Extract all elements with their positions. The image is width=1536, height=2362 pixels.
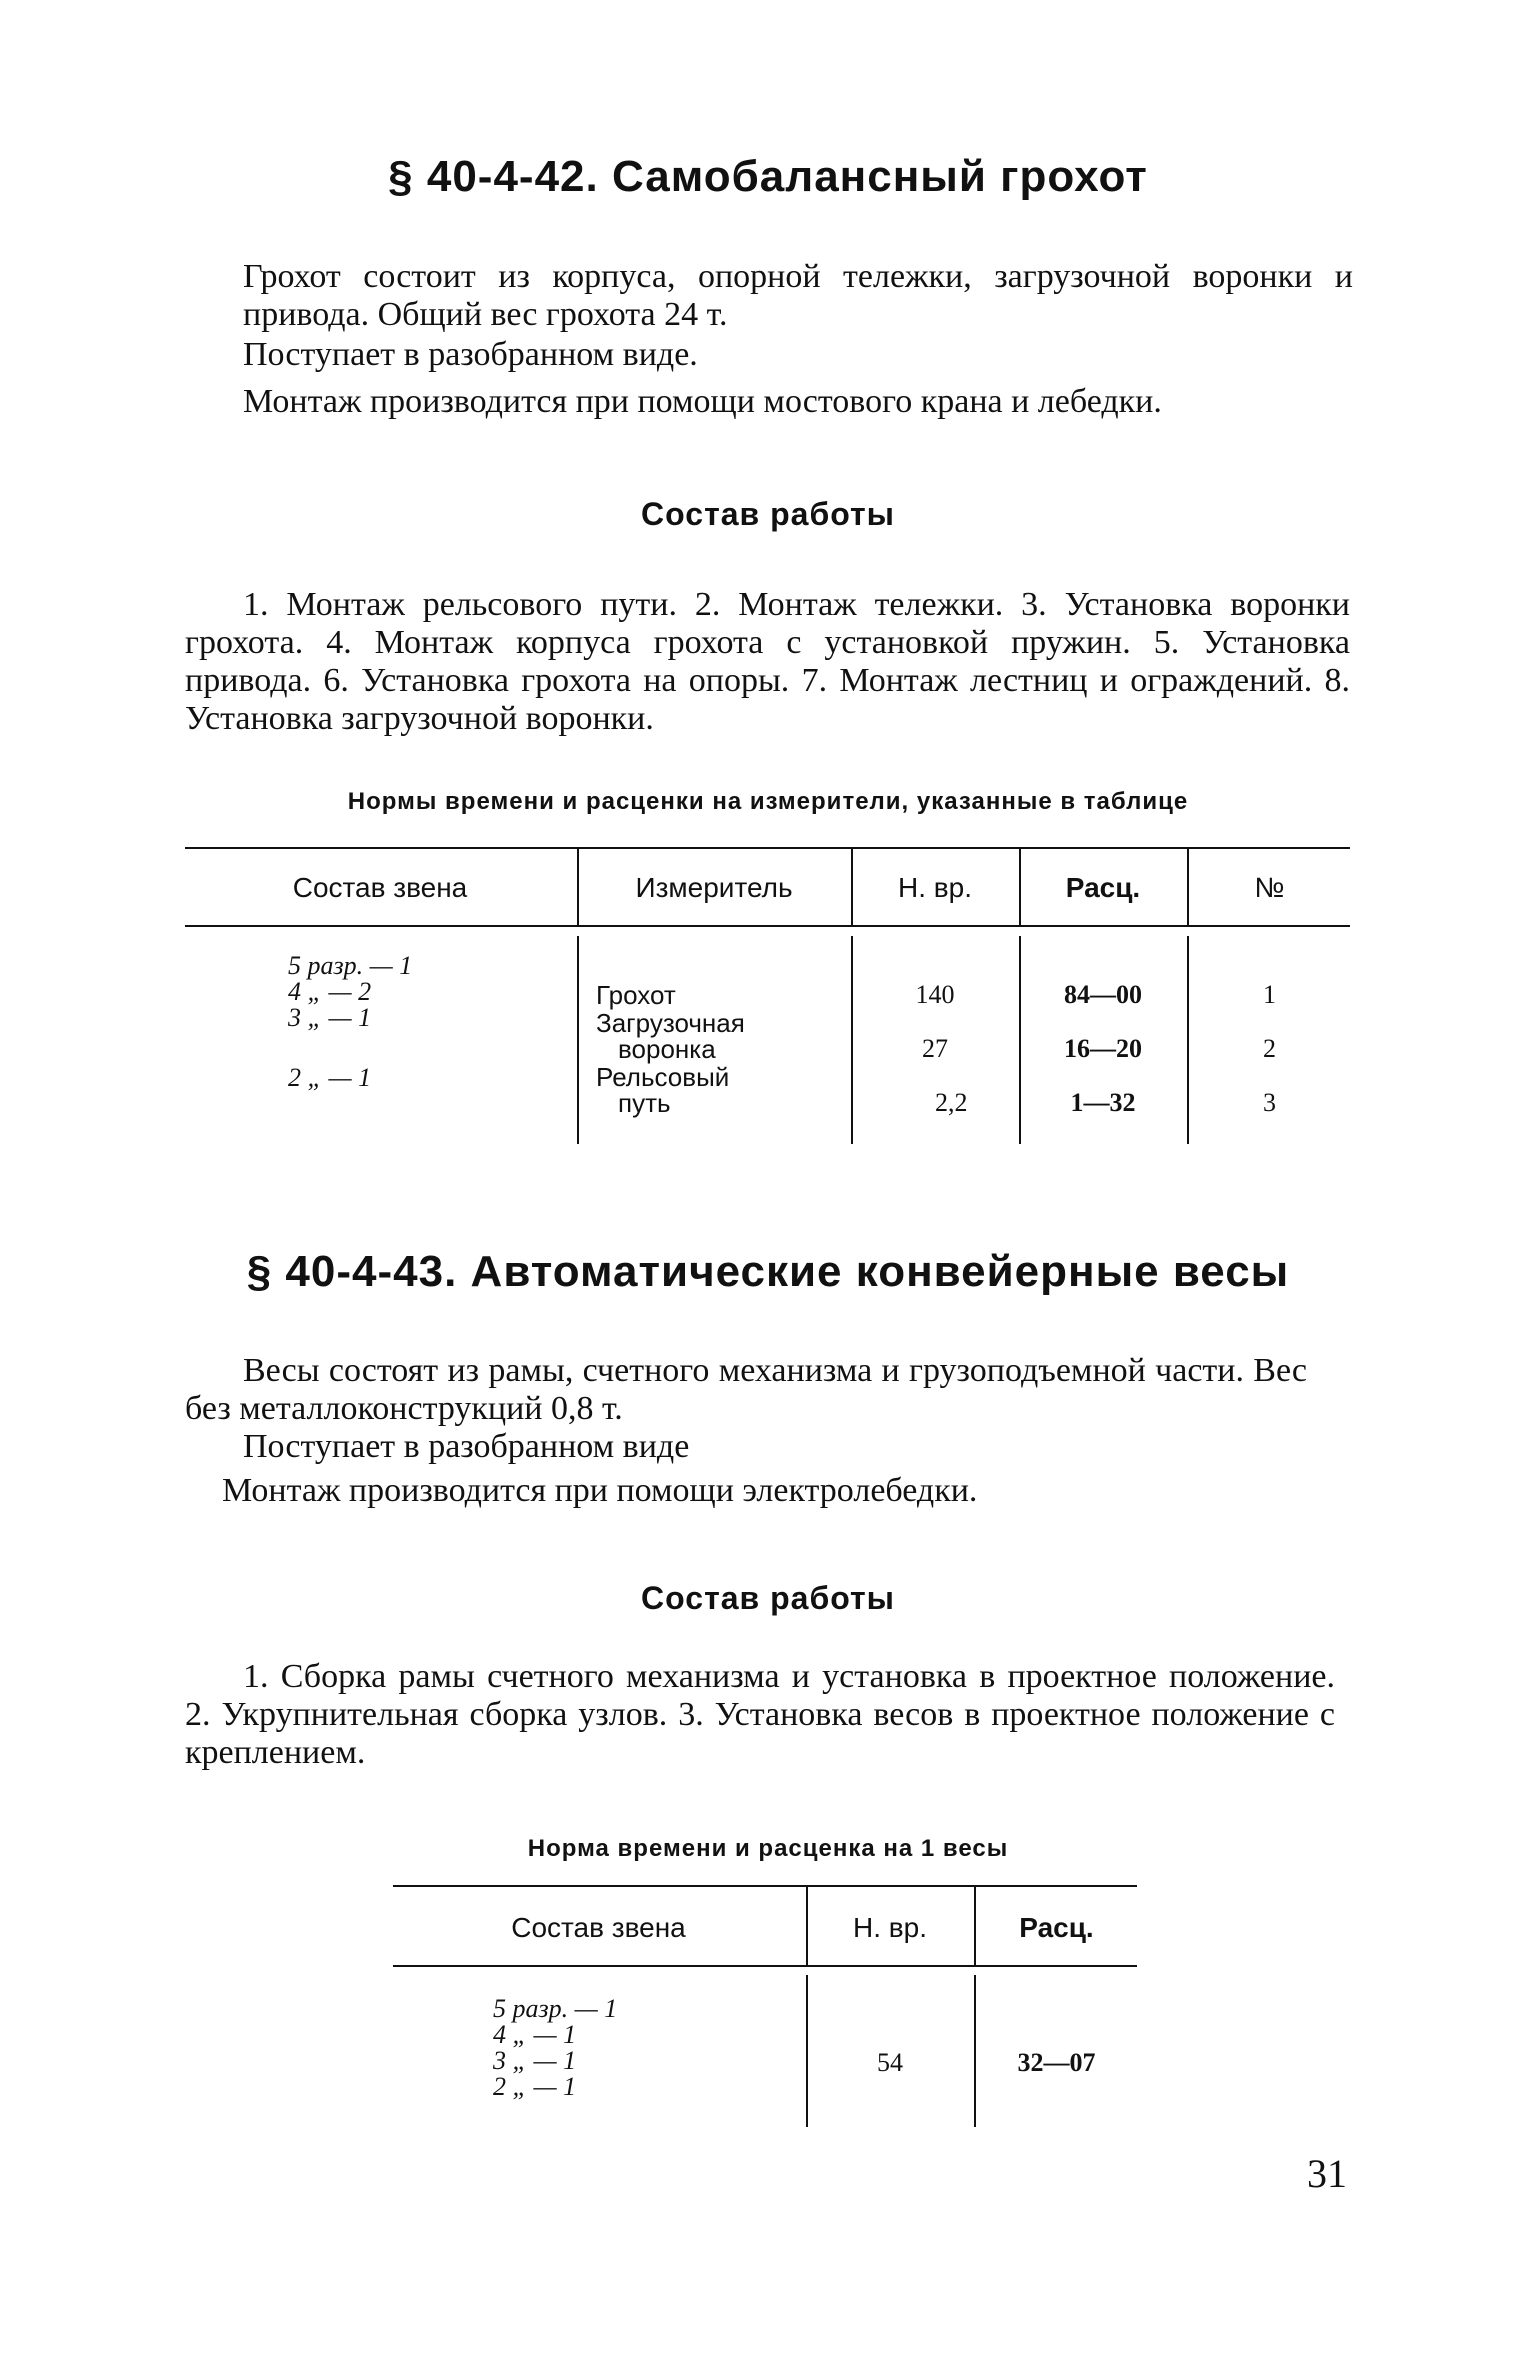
crew-member: 2 „ — 1 bbox=[493, 2072, 577, 2101]
norm-value: 54 bbox=[877, 2048, 903, 2077]
norm-value: 2,2 bbox=[935, 1088, 968, 1117]
work-description: 1. Монтаж рельсового пути. 2. Монтаж тележки. 3. Установка воронки грохота. 4. Монтаж корпуса грохота с установкой пружин. 5. Установка привода. 6. Установка грохота на опоры. 7. Монтаж лестниц и ограждений. 8. Установка загрузочной воронки. bbox=[185, 586, 1350, 737]
table-caption: Нормы времени и расценки на измерители, указанные в таблице bbox=[347, 788, 1189, 815]
table-header-rule bbox=[185, 925, 1350, 927]
header-rate: Расц. bbox=[1065, 872, 1141, 903]
section-title: § 40-4-42. Самобалансный грохот bbox=[388, 152, 1148, 201]
section-intro: Весы состоят из рамы, счетного механизма и грузоподъемной части. Вес без металлоконструкций 0,8 т. bbox=[185, 1352, 1307, 1427]
crew-member: 4 „ — 2 bbox=[288, 977, 372, 1006]
header-crew: Состав звена bbox=[511, 1912, 686, 1943]
header-norm: Н. вр. bbox=[897, 872, 972, 903]
norm-value: 140 bbox=[915, 980, 955, 1009]
column-divider bbox=[577, 936, 579, 1144]
measure-name: Рельсовый bbox=[596, 1062, 730, 1092]
crew-member: 5 разр. — 1 bbox=[288, 951, 413, 980]
table-header-rule bbox=[393, 1965, 1137, 1967]
header-rate: Расц. bbox=[1019, 1912, 1094, 1943]
row-number: 1 bbox=[1263, 980, 1276, 1009]
rate-value: 16—20 bbox=[1064, 1034, 1142, 1063]
norm-value: 27 bbox=[922, 1034, 948, 1063]
work-description: 1. Сборка рамы счетного механизма и установка в проектное положение. 2. Укрупнительная сборка узлов. 3. Установка весов в проектное положение с креплением. bbox=[185, 1658, 1335, 1771]
table-top-rule bbox=[185, 847, 1350, 849]
row-number: 2 bbox=[1263, 1034, 1276, 1063]
crew-member: 5 разр. — 1 bbox=[493, 1994, 618, 2023]
header-crew: Состав звена bbox=[292, 872, 468, 903]
mounting-note: Монтаж производится при помощи мостового крана и лебедки. bbox=[243, 383, 1162, 420]
delivery-note: Поступает в разобранном виде bbox=[243, 1428, 690, 1465]
row-number: 3 bbox=[1263, 1088, 1276, 1117]
delivery-note: Поступает в разобранном виде. bbox=[243, 336, 698, 373]
page-number: 31 bbox=[1307, 2151, 1347, 2196]
measure-name: путь bbox=[618, 1088, 671, 1118]
crew-member: 3 „ — 1 bbox=[493, 2046, 577, 2075]
measure-name: Грохот bbox=[596, 980, 676, 1010]
section-intro: Грохот состоит из корпуса, опорной тележки, загрузочной воронки и привода. Общий вес грохота 24 т. bbox=[243, 258, 1353, 333]
table-top-rule bbox=[393, 1885, 1137, 1887]
rate-value: 84—00 bbox=[1064, 980, 1142, 1009]
rate-value: 1—32 bbox=[1070, 1088, 1136, 1117]
mounting-note: Монтаж производится при помощи электролебедки. bbox=[222, 1472, 978, 1509]
header-measure: Измеритель bbox=[635, 872, 793, 903]
header-number: № bbox=[1254, 872, 1285, 903]
section-title: § 40-4-43. Автоматические конвейерные весы bbox=[246, 1247, 1290, 1296]
header-norm: Н. вр. bbox=[852, 1912, 927, 1943]
crew-member: 2 „ — 1 bbox=[288, 1063, 372, 1092]
measure-name: воронка bbox=[618, 1034, 716, 1064]
measure-name: Загрузочная bbox=[596, 1008, 745, 1038]
table-caption: Норма времени и расценка на 1 весы bbox=[527, 1835, 1009, 1862]
work-heading: Состав работы bbox=[641, 496, 895, 532]
work-heading: Состав работы bbox=[641, 1580, 895, 1616]
rate-value: 32—07 bbox=[1017, 2048, 1096, 2077]
crew-member: 3 „ — 1 bbox=[288, 1003, 372, 1032]
crew-member: 4 „ — 1 bbox=[493, 2020, 577, 2049]
